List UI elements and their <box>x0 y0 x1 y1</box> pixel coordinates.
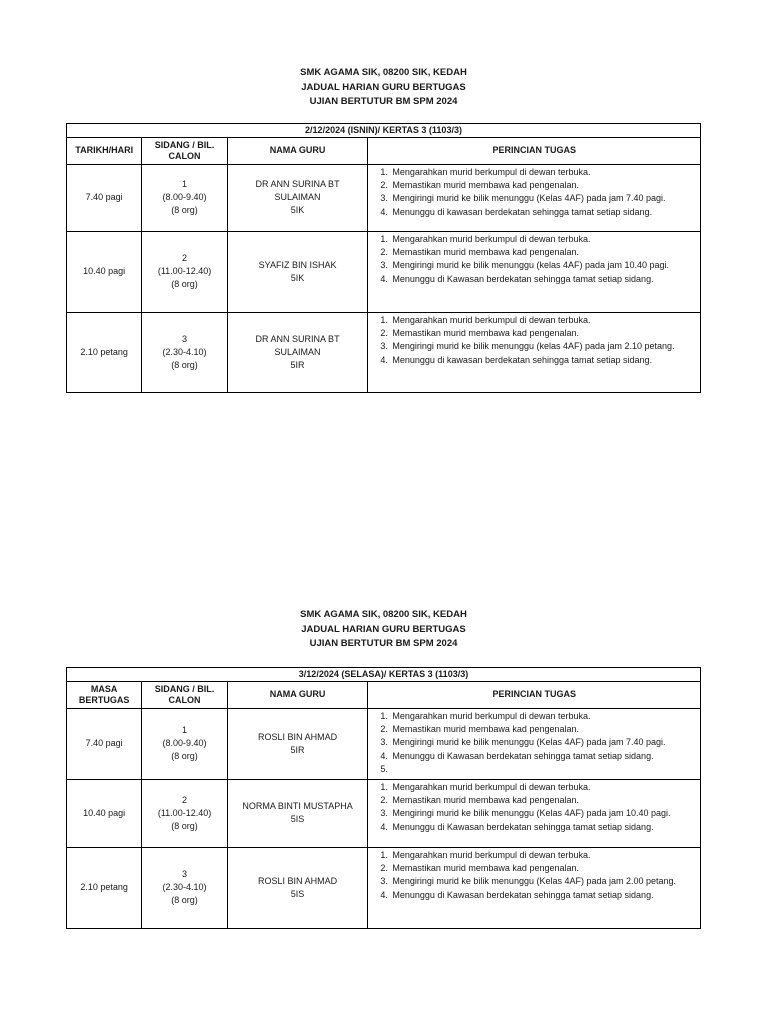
task-details <box>368 779 701 847</box>
task-item: 2. Memastikan murid membawa kad pengenalan. <box>390 246 698 259</box>
session-info <box>142 779 227 847</box>
candidate-count: (8 org) <box>171 205 198 215</box>
task-item: 4. Menunggu di kawasan berdekatan sehingga tamat setiap sidang. <box>390 354 698 367</box>
task-item: 1. Mengarahkan murid berkumpul di dewan terbuka. <box>390 233 698 246</box>
exam-title: UJIAN BERTUTUR BM SPM 2024 <box>309 638 458 649</box>
session-time: (8.00-9.40) <box>162 738 207 749</box>
teacher-class: 5IR <box>290 744 305 755</box>
teacher-info <box>227 708 368 779</box>
task-item: 3. Mengiringi murid ke bilik menunggu (Kelas 4AF) pada jam 10.40 pagi. <box>390 807 698 820</box>
teacher-name: SYAFIZ BIN ISHAK <box>258 259 337 270</box>
column-header: NAMA GURU <box>227 681 368 708</box>
teacher-class: 5IR <box>290 359 305 370</box>
schedule-title: JADUAL HARIAN GURU BERTUGAS <box>301 81 466 93</box>
session-info <box>142 164 227 231</box>
document-heading <box>66 608 701 652</box>
task-details <box>368 231 701 312</box>
task-item: 1. Mengarahkan murid berkumpul di dewan terbuka. <box>390 781 698 794</box>
session-number: 2 <box>182 794 188 805</box>
task-details <box>368 847 701 928</box>
teacher-info <box>227 779 368 847</box>
teacher-name: ROSLI BIN AHMAD <box>258 875 338 886</box>
session-info <box>142 312 227 392</box>
duty-table <box>66 667 701 929</box>
session-number: 2 <box>182 253 188 263</box>
teacher-name: SULAIMAN <box>274 192 321 202</box>
duty-time: 2.10 petang <box>67 847 142 928</box>
school-name: SMK AGAMA SIK, 08200 SIK, KEDAH <box>300 609 467 620</box>
table-row <box>67 708 701 779</box>
teacher-class: 5IK <box>290 205 305 215</box>
session-time: (2.30-4.10) <box>162 882 207 893</box>
duty-time: 10.40 pagi <box>67 231 142 312</box>
session-time: (8.00-9.40) <box>162 192 207 202</box>
table-row <box>67 847 701 928</box>
session-info <box>142 708 227 779</box>
table-title: 2/12/2024 (ISNIN)/ KERTAS 3 (1103/3) <box>67 123 701 137</box>
session-info <box>142 231 227 312</box>
task-details <box>368 312 701 392</box>
table-row <box>67 164 701 231</box>
teacher-class: 5IS <box>290 814 305 825</box>
column-header: NAMA GURU <box>227 137 368 164</box>
teacher-class: 5IK <box>290 272 305 283</box>
session-number: 3 <box>182 333 188 344</box>
task-item: 4. Menunggu di Kawasan berdekatan sehingga tamat setiap sidang. <box>390 821 698 834</box>
session-info <box>142 847 227 928</box>
duty-time: 10.40 pagi <box>67 779 142 847</box>
task-item: 2. Memastikan murid membawa kad pengenalan. <box>390 179 698 192</box>
session-time: (11.00-12.40) <box>157 266 212 276</box>
document-heading <box>66 66 701 110</box>
task-item: 3. Mengiringi murid ke bilik menunggu (Kelas 4AF) pada jam 2.00 petang. <box>390 875 698 888</box>
task-item: 3. Mengiringi murid ke bilik menunggu (Kelas 4AF) pada jam 7.40 pagi. <box>390 192 698 205</box>
task-item: 4. Menunggu di Kawasan berdekatan sehingga tamat setiap sidang. <box>390 750 698 763</box>
candidate-count: (8 org) <box>171 820 198 831</box>
table-title: 3/12/2024 (SELASA)/ KERTAS 3 (1103/3) <box>67 667 701 681</box>
teacher-info <box>227 164 368 231</box>
schedule-title: JADUAL HARIAN GURU BERTUGAS <box>301 623 466 635</box>
column-header: TARIKH/HARI <box>67 137 142 164</box>
task-item: 3. Mengiringi murid ke bilik menunggu (Kelas 4AF) pada jam 7.40 pagi. <box>390 736 698 749</box>
task-item: 1. Mengarahkan murid berkumpul di dewan terbuka. <box>390 710 698 723</box>
duty-time: 7.40 pagi <box>67 164 142 231</box>
task-item: 1. Mengarahkan murid berkumpul di dewan terbuka. <box>390 166 698 179</box>
teacher-name: SULAIMAN <box>274 346 321 357</box>
column-header: MASA BERTUGAS <box>67 681 142 708</box>
school-name: SMK AGAMA SIK, 08200 SIK, KEDAH <box>300 67 467 78</box>
task-details <box>368 708 701 779</box>
teacher-name: DR ANN SURINA BT <box>255 333 340 344</box>
task-item: 1. Mengarahkan murid berkumpul di dewan terbuka. <box>390 849 698 862</box>
teacher-class: 5IS <box>290 888 305 899</box>
column-header: PERINCIAN TUGAS <box>368 137 701 164</box>
session-time: (2.30-4.10) <box>162 346 207 357</box>
task-item: 3. Mengiringi murid ke bilik menunggu (kelas 4AF) pada jam 2.10 petang. <box>390 340 698 353</box>
task-item: 2. Memastikan murid membawa kad pengenalan. <box>390 723 698 736</box>
session-number: 1 <box>182 179 188 189</box>
teacher-info <box>227 231 368 312</box>
task-item: 2. Memastikan murid membawa kad pengenalan. <box>390 862 698 875</box>
task-details <box>368 164 701 231</box>
schedule-section-1 <box>66 66 701 393</box>
task-item: 3. Mengiringi murid ke bilik menunggu (kelas 4AF) pada jam 10.40 pagi. <box>390 259 698 272</box>
teacher-name: DR ANN SURINA BT <box>255 179 340 189</box>
task-item: 4. Menunggu di Kawasan berdekatan sehingga tamat setiap sidang. <box>390 273 698 286</box>
task-item: 4. Menunggu di Kawasan berdekatan sehingga tamat setiap sidang. <box>390 889 698 902</box>
column-header: SIDANG / BIL. CALON <box>142 681 227 708</box>
exam-title: UJIAN BERTUTUR BM SPM 2024 <box>309 96 458 107</box>
duty-time: 2.10 petang <box>67 312 142 392</box>
teacher-info <box>227 847 368 928</box>
candidate-count: (8 org) <box>171 751 198 762</box>
candidate-count: (8 org) <box>171 279 198 289</box>
session-number: 1 <box>182 725 188 736</box>
teacher-name: NORMA BINTI MUSTAPHA <box>242 801 353 812</box>
duty-table <box>66 123 701 393</box>
task-item: 4. Menunggu di kawasan berdekatan sehingga tamat setiap sidang. <box>390 206 698 219</box>
task-item: 2. Memastikan murid membawa kad pengenalan. <box>390 794 698 807</box>
table-row <box>67 779 701 847</box>
teacher-name: ROSLI BIN AHMAD <box>258 731 338 742</box>
candidate-count: (8 org) <box>171 359 198 370</box>
teacher-info <box>227 312 368 392</box>
column-header: SIDANG / BIL. CALON <box>142 137 227 164</box>
table-row <box>67 312 701 392</box>
task-item <box>390 763 698 776</box>
session-time: (11.00-12.40) <box>157 807 212 818</box>
schedule-section-2 <box>66 608 701 929</box>
table-row <box>67 231 701 312</box>
session-number: 3 <box>182 869 188 880</box>
task-item: 1. Mengarahkan murid berkumpul di dewan terbuka. <box>390 314 698 327</box>
task-item: 2. Memastikan murid membawa kad pengenalan. <box>390 327 698 340</box>
column-header: PERINCIAN TUGAS <box>368 681 701 708</box>
candidate-count: (8 org) <box>171 895 198 906</box>
duty-time: 7.40 pagi <box>67 708 142 779</box>
